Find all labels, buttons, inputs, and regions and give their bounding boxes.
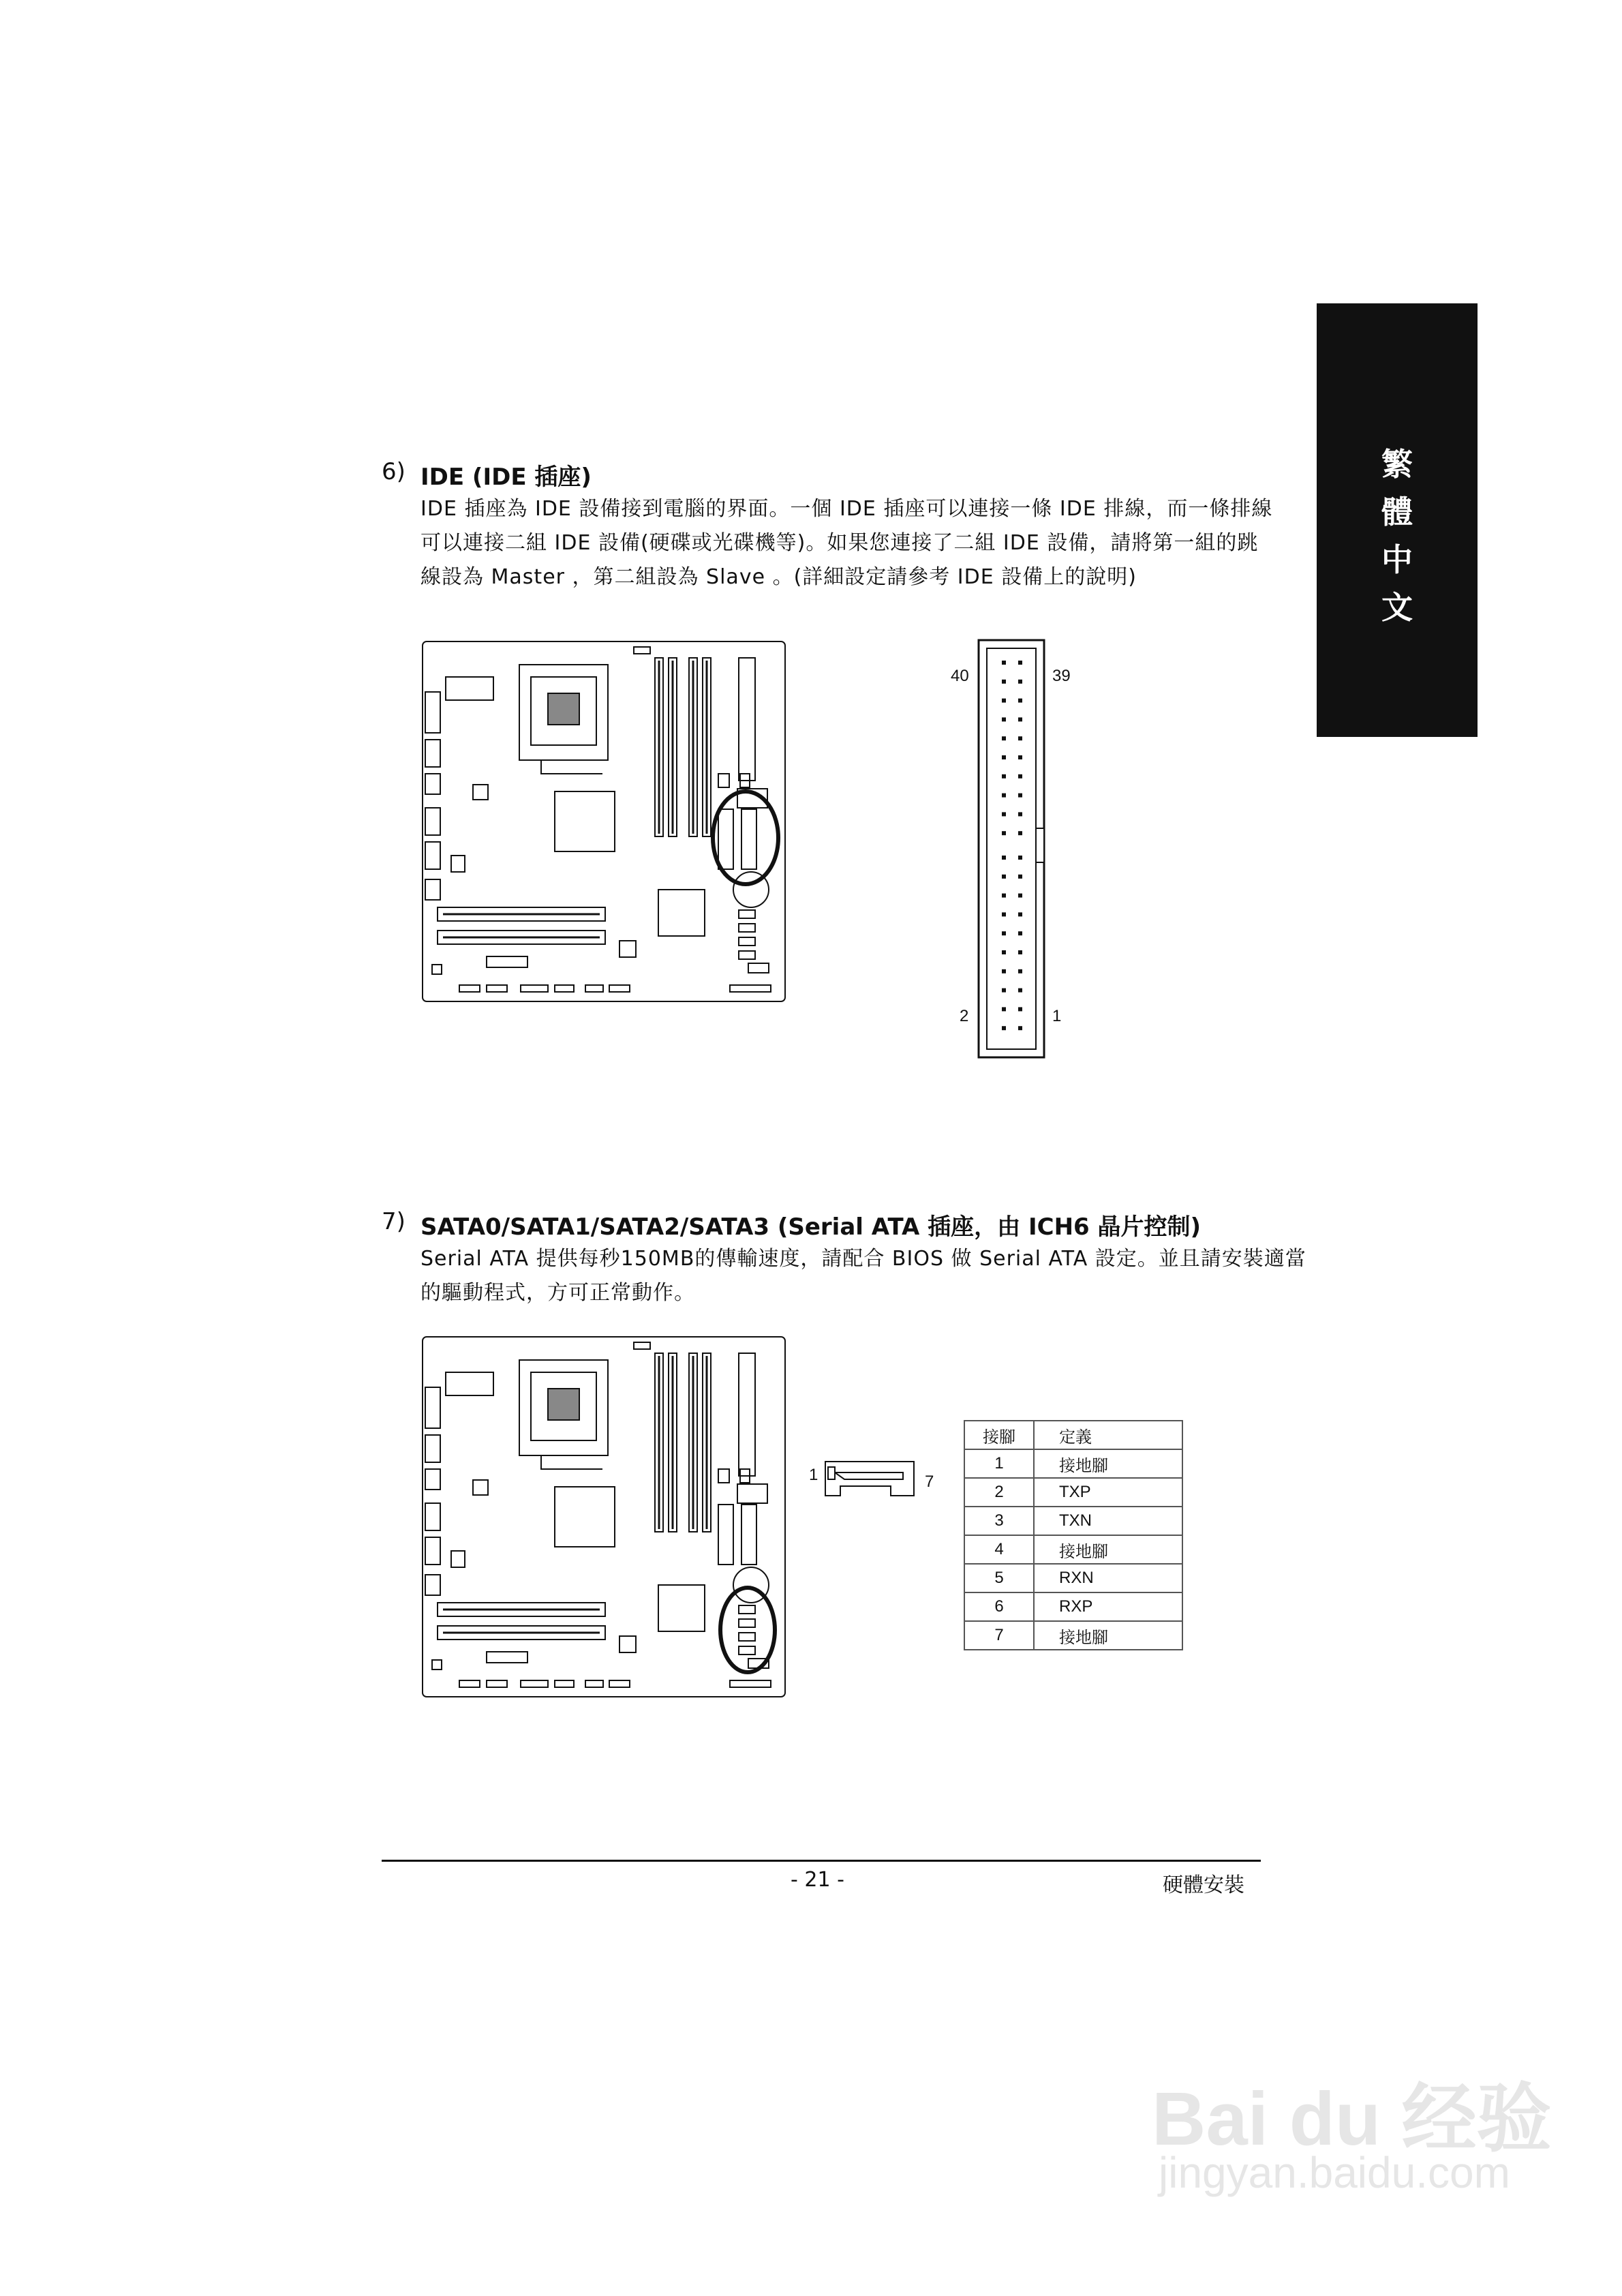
ide-pin: [1002, 894, 1006, 898]
ide-pin: [1018, 680, 1022, 684]
ide-pin: [1018, 736, 1022, 740]
ide-pin: [1002, 661, 1006, 665]
ide-pin: [1002, 1007, 1006, 1011]
table-row: [964, 1592, 1182, 1621]
pin-definition: RXN: [1034, 1564, 1182, 1592]
section-6-number: 6): [382, 458, 406, 485]
side-tab-char-1: 繁: [1381, 446, 1413, 483]
section-7-title: SATA0/SATA1/SATA2/SATA3 (Serial ATA 插座，由 ICH6 晶片控制): [420, 1213, 1202, 1241]
section-7-line-1: Serial ATA 提供每秒150MB的傳輸速度，請配合 BIOS 做 Serial ATA 設定。並且請安裝適當: [420, 1247, 1306, 1271]
table-row: [964, 1564, 1182, 1592]
ide-pin: [1002, 699, 1006, 703]
pin-definition: 接地腳: [1034, 1535, 1182, 1564]
section-6-line-1: IDE 插座為 IDE 設備接到電腦的界面。一個 IDE 插座可以連接一條 IDE 排線，而一條排線: [420, 497, 1273, 521]
table-row: [964, 1535, 1182, 1564]
ide-pin: [1002, 912, 1006, 916]
motherboard-diagram-ide: [418, 637, 789, 1006]
sata-pin-table: [964, 1420, 1183, 1650]
ide-pin: [1002, 931, 1006, 935]
ide-label-40: 40: [951, 667, 969, 685]
pin-number: 5: [964, 1564, 1034, 1592]
section-7-body: [420, 1242, 1306, 1310]
ide-connector-diagram: [977, 637, 1045, 1060]
ide-pin: [1002, 794, 1006, 798]
side-tab-char-3: 中: [1381, 541, 1413, 578]
table-row: [964, 1478, 1182, 1507]
section-6-title: IDE (IDE 插座): [420, 464, 592, 491]
ide-pin: [1018, 912, 1022, 916]
table-row: [964, 1621, 1182, 1650]
ide-pin: [1002, 680, 1006, 684]
section-6-body: [420, 492, 1272, 594]
pin-number: 1: [964, 1449, 1034, 1478]
language-side-tab: [1317, 303, 1478, 737]
table-row: [964, 1449, 1182, 1478]
footer-section-name: 硬體安裝: [1163, 1873, 1244, 1897]
pin-number: 7: [964, 1621, 1034, 1650]
side-tab-char-2: 體: [1381, 494, 1413, 530]
pin-definition: RXP: [1034, 1592, 1182, 1621]
ide-pin: [1002, 831, 1006, 835]
ide-label-1: 1: [1052, 1007, 1062, 1025]
pin-definition: 接地腳: [1034, 1621, 1182, 1650]
ide-pin: [1018, 988, 1022, 993]
ide-pin: [1018, 856, 1022, 860]
ide-pin: [1018, 931, 1022, 935]
pin-definition: TXP: [1034, 1478, 1182, 1507]
ide-label-39: 39: [1052, 667, 1071, 685]
ide-pin: [1002, 988, 1006, 993]
table-row: [964, 1507, 1182, 1535]
section-7-number: 7): [382, 1208, 406, 1235]
ide-pin: [1018, 950, 1022, 954]
page-number: - 21 -: [791, 1868, 844, 1892]
ide-pin: [1002, 875, 1006, 879]
ide-pin: [1002, 950, 1006, 954]
ide-pin: [1018, 661, 1022, 665]
ide-pin: [1002, 969, 1006, 973]
ide-pin: [1002, 774, 1006, 779]
ide-pin: [1018, 755, 1022, 759]
ide-pin: [1018, 794, 1022, 798]
ide-pin: [1002, 755, 1006, 759]
ide-pin: [1018, 774, 1022, 779]
ide-pin: [1018, 1007, 1022, 1011]
ide-label-2: 2: [960, 1007, 969, 1025]
ide-connector-outline: [977, 637, 1045, 1060]
pin-definition: 接地腳: [1034, 1449, 1182, 1478]
ide-pin: [1018, 699, 1022, 703]
ide-pin: [1002, 736, 1006, 740]
pin-definition: TXN: [1034, 1507, 1182, 1535]
sata-connector-diagram: [823, 1459, 918, 1498]
ide-pin: [1018, 812, 1022, 816]
ide-pin: [1018, 894, 1022, 898]
pin-number: 2: [964, 1478, 1034, 1507]
sata-label-7: 7: [925, 1472, 934, 1491]
section-6-line-3: 線設為 Master ，第二組設為 Slave 。(詳細設定請參考 IDE 設備上的說明): [420, 565, 1137, 589]
baidu-url-watermark: jingyan.baidu.com: [1159, 2148, 1510, 2197]
pin-table-header: [964, 1421, 1182, 1449]
ide-pin: [1018, 831, 1022, 835]
side-tab-char-4: 文: [1381, 589, 1413, 626]
pin-number: 4: [964, 1535, 1034, 1564]
ide-pin: [1018, 875, 1022, 879]
pin-number: 3: [964, 1507, 1034, 1535]
pin-table-header-pin: 接腳: [964, 1421, 1034, 1449]
section-7-line-2: 的驅動程式，方可正常動作。: [420, 1281, 695, 1305]
ide-pin: [1002, 717, 1006, 721]
sata-label-1: 1: [809, 1466, 818, 1484]
ide-pin: [1002, 856, 1006, 860]
motherboard-diagram-sata: [418, 1333, 789, 1701]
ide-pin: [1002, 1026, 1006, 1030]
footer-rule: [382, 1860, 1261, 1862]
pin-number: 6: [964, 1592, 1034, 1621]
pin-table-header-definition: 定義: [1034, 1421, 1182, 1449]
ide-pin: [1018, 717, 1022, 721]
baidu-logo-watermark: Bai du 经验: [1152, 2077, 1552, 2161]
section-6-line-2: 可以連接二組 IDE 設備(硬碟或光碟機等)。如果您連接了二組 IDE 設備，請將第一組的跳: [420, 531, 1259, 555]
ide-pin: [1002, 812, 1006, 816]
ide-pin: [1018, 969, 1022, 973]
ide-pin: [1018, 1026, 1022, 1030]
